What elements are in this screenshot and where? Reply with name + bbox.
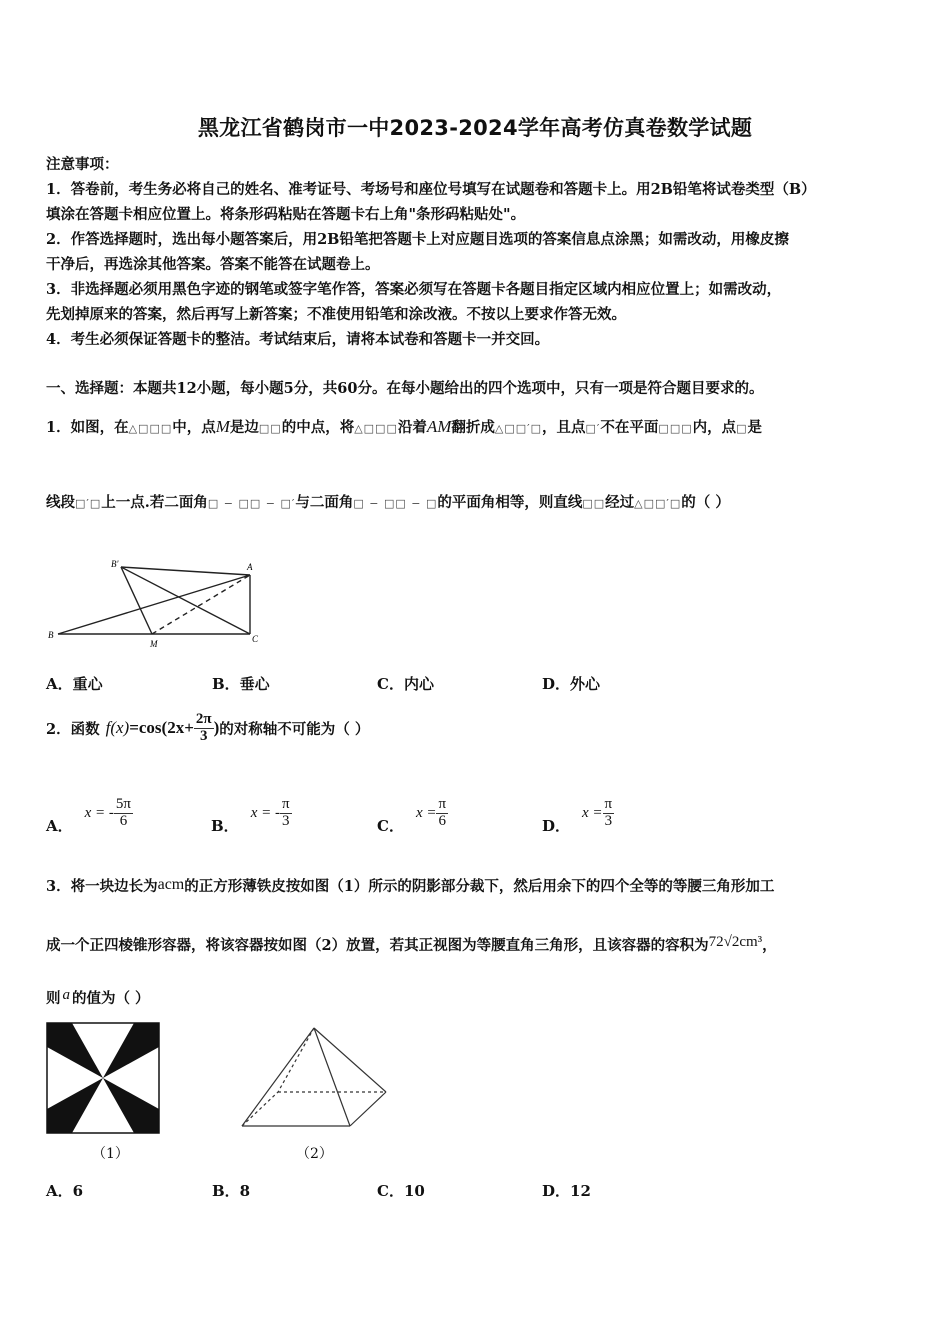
q2-frac-den: 3	[200, 727, 208, 744]
option-math	[416, 790, 448, 836]
frac-num: π	[281, 795, 290, 812]
option-lhs: x =	[582, 804, 603, 821]
q1-option-d[interactable]: D．外心	[542, 675, 601, 693]
label-c: C	[252, 634, 259, 644]
edge-apex-back-right	[314, 1028, 386, 1092]
q3-text: 则	[46, 990, 61, 1007]
option-letter: A．	[46, 817, 73, 835]
frac-num: π	[604, 795, 613, 812]
edge-b1-m	[121, 567, 152, 634]
option-letter: B．	[211, 817, 239, 835]
label-m: M	[150, 639, 158, 649]
option-fraction	[114, 797, 133, 830]
q3-text: 3．将一块边长为	[46, 878, 158, 895]
glyph-placeholder: □□	[582, 497, 606, 510]
q3-text: 的值为（ ）	[72, 990, 150, 1007]
q2-option-a[interactable]	[46, 790, 133, 836]
q2-option-c[interactable]	[377, 790, 448, 836]
glyph-placeholder: △□□□	[128, 422, 173, 435]
section-heading: 一、选择题：本题共12小题，每小题5分，共60分。在每小题给出的四个选项中，只有一项是符合题目要求的。	[46, 380, 764, 397]
option-math	[582, 790, 614, 836]
q1-text: 内，点	[692, 419, 737, 436]
question-1-line-2	[46, 491, 730, 512]
glyph-placeholder: △□□′□	[634, 497, 682, 510]
figure-1-caption: （1）	[92, 1146, 129, 1162]
frac-den: 6	[119, 812, 128, 829]
q1-text: 的中点，将	[281, 419, 355, 436]
q1-text: 1．如图，在	[46, 419, 129, 436]
q1-text: 沿着	[397, 419, 427, 436]
q1-text: ，且点	[542, 419, 586, 436]
label-b-prime: B'	[111, 559, 119, 569]
q3-volume: 72√2cm³	[708, 934, 763, 950]
q1-text: 的平面角相等，则直线	[437, 494, 583, 511]
q3-acm: acm	[157, 876, 185, 893]
q1-text: 线段	[46, 494, 75, 511]
frac-den: 3	[282, 812, 290, 829]
q3-text: ，	[762, 937, 777, 954]
edge-apex-front-right	[314, 1028, 350, 1126]
q2-frac-num: 2π	[195, 710, 212, 727]
q1-point-m: M	[215, 417, 230, 436]
base-right	[350, 1092, 386, 1126]
q3-figure-1	[46, 1022, 162, 1136]
q1-text: 的（ ）	[681, 494, 730, 511]
q1-option-b[interactable]: B．垂心	[212, 675, 270, 693]
q2-fraction	[194, 712, 214, 745]
q3-text: 成一个正四棱锥形容器，将该容器按如图（2）放置，若其正视图为等腰直角三角形，且该容器的容积为	[46, 937, 709, 954]
frac-num: 5π	[115, 795, 131, 812]
q3-text: 的正方形薄铁皮按如图（1）所示的阴影部分裁下，然后用余下的四个全等的等腰三角形加工	[184, 878, 775, 895]
option-math	[251, 790, 292, 836]
option-fraction	[436, 797, 448, 830]
glyph-placeholder: □ − □□ − □′	[207, 497, 296, 510]
q1-text: 上一点.若二面角	[101, 494, 208, 511]
glyph-placeholder: □′	[585, 422, 601, 435]
option-fraction	[603, 797, 615, 830]
frac-den: 6	[438, 812, 447, 829]
q2-func-lhs: f(x)	[105, 718, 130, 737]
hidden-base-left	[242, 1092, 278, 1126]
q1-text: 中，点	[172, 419, 216, 436]
question-3-line-3	[46, 987, 150, 1008]
q1-text: 经过	[605, 494, 635, 511]
edge-b1-a	[121, 567, 250, 575]
option-lhs: x = -	[250, 804, 280, 821]
label-b: B	[48, 630, 54, 640]
q1-figure	[44, 556, 269, 652]
q2-close: )	[213, 718, 220, 737]
q1-option-c[interactable]: C．内心	[377, 675, 434, 693]
option-letter: C．	[377, 817, 404, 835]
hidden-edge-apex-back-left	[278, 1028, 314, 1092]
q3-var-a: a	[62, 987, 70, 1003]
q1-segment-am: AM	[426, 417, 452, 436]
question-2-stem	[46, 706, 369, 750]
notice-heading: 注意事项：	[46, 156, 119, 173]
glyph-placeholder: □□	[258, 422, 282, 435]
option-letter: D．	[542, 817, 571, 835]
q3-figure-2	[236, 1022, 396, 1132]
frac-den: 3	[604, 812, 613, 829]
q3-option-c[interactable]: C．10	[377, 1182, 425, 1200]
option-fraction	[280, 797, 292, 830]
notice-line: 干净后，再选涂其他答案。答案不能答在试题卷上。	[46, 256, 380, 273]
notice-line: 先划掉原来的答案，然后再写上新答案；不准使用铅笔和涂改液。不按以上要求作答无效。	[46, 306, 626, 323]
notice-line: 2．作答选择题时，选出每小题答案后，用2B铅笔把答题卡上对应题目选项的答案信息点涂黑；如需改动，用橡皮擦	[46, 231, 789, 248]
q3-option-d[interactable]: D．12	[542, 1182, 591, 1200]
q2-option-b[interactable]	[211, 790, 292, 836]
edge-m-a-dashed	[152, 575, 250, 634]
q1-option-a[interactable]: A．重心	[46, 675, 103, 693]
glyph-placeholder: □ − □□ − □	[353, 497, 438, 510]
option-math	[85, 790, 133, 836]
page-title: 黑龙江省鹤岗市一中2023-2024学年高考仿真卷数学试题	[197, 116, 753, 140]
glyph-placeholder: △□□□	[354, 422, 398, 435]
q1-text: 是边	[229, 419, 259, 436]
notice-line: 填涂在答题卡相应位置上。将条形码粘贴在答题卡右上角"条形码粘贴处"。	[46, 206, 526, 223]
notice-line: 1．答卷前，考生务必将自己的姓名、准考证号、考场号和座位号填写在试题卷和答题卡上。用2B铅笔将试卷类型（B）	[46, 181, 816, 198]
q3-option-a[interactable]: A．6	[46, 1182, 84, 1200]
q2-prefix: 2．函数	[46, 720, 100, 738]
glyph-placeholder: □′□	[75, 497, 102, 510]
edge-b1-c	[121, 567, 250, 634]
frac-num: π	[438, 795, 447, 812]
q2-option-d[interactable]	[542, 790, 614, 836]
notice-line: 3．非选择题必须用黑色字迹的钢笔或签字笔作答，答案必须写在答题卡各题目指定区域内相应位置上；如需改动，	[46, 281, 782, 298]
glyph-placeholder: □□□	[658, 422, 693, 435]
question-1-line-1	[46, 416, 762, 437]
glyph-placeholder: △□□′□	[494, 422, 543, 435]
q3-option-b[interactable]: B．8	[212, 1182, 251, 1200]
option-lhs: x =	[415, 804, 437, 821]
figure-2-caption: （2）	[296, 1146, 333, 1162]
q1-text: 与二面角	[295, 494, 354, 511]
question-3-line-1	[46, 875, 774, 896]
notice-line: 4．考生必须保证答题卡的整洁。考试结束后，请将本试卷和答题卡一并交回。	[46, 331, 550, 348]
option-lhs: x = -	[84, 804, 114, 821]
q2-suffix: 的对称轴不可能为（ ）	[219, 720, 370, 738]
label-a: A	[247, 562, 253, 572]
q1-text: 不在平面	[600, 419, 659, 436]
question-3-line-2	[46, 934, 777, 955]
q1-text: 翻折成	[451, 419, 495, 436]
q2-func-eq: =cos(2x+	[129, 718, 194, 737]
glyph-placeholder: □	[736, 422, 748, 435]
edge-apex-left	[242, 1028, 314, 1126]
q1-text: 是	[747, 419, 763, 436]
